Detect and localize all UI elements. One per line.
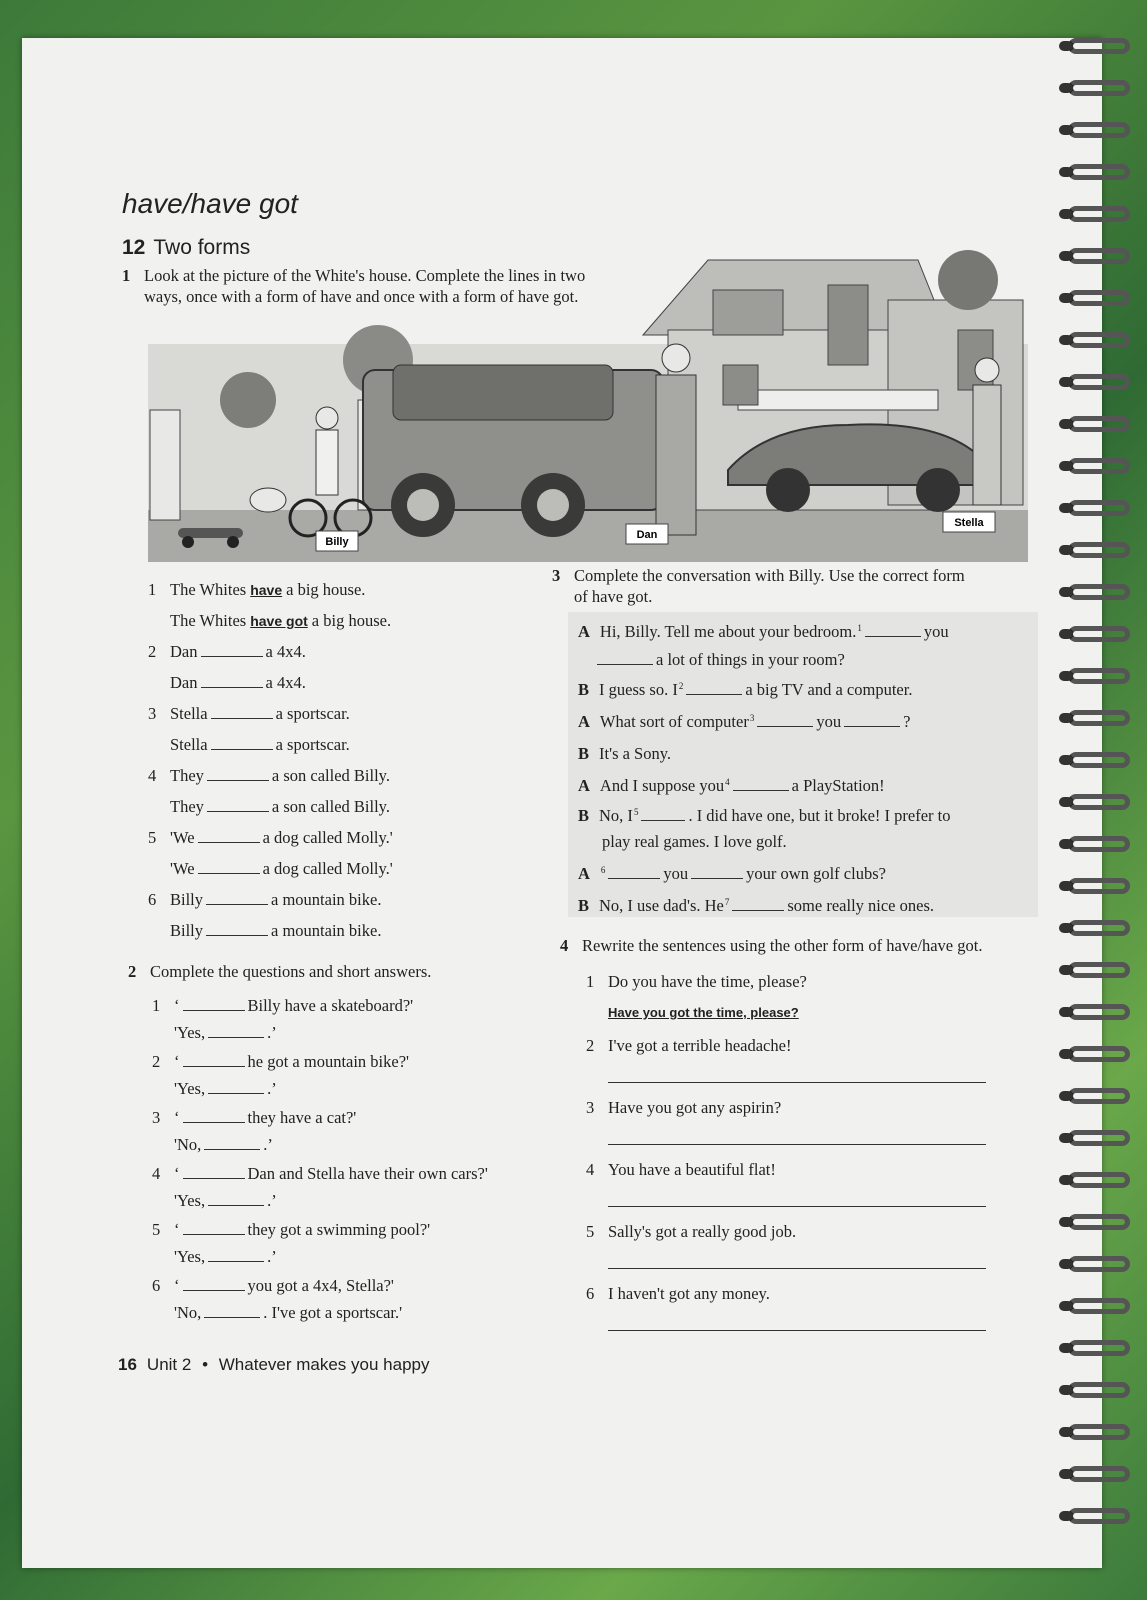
answer-blank[interactable] — [201, 675, 263, 688]
answer-blank[interactable] — [733, 778, 789, 791]
answer-blank[interactable] — [208, 1025, 264, 1038]
ex1-item: 5 'We a dog called Molly.' — [148, 828, 393, 847]
ex1-item: Stella a sportscar. — [170, 735, 350, 754]
answer-blank[interactable] — [183, 1222, 245, 1235]
spiral-ring — [1068, 374, 1130, 390]
ex1-items — [148, 580, 548, 952]
ex4-items — [586, 972, 1006, 1314]
answer-line[interactable] — [608, 1330, 986, 1331]
answer-line[interactable] — [608, 1144, 986, 1145]
label-stella: Stella — [954, 517, 984, 529]
ex4-sentence: 2 I've got a terrible headache! — [586, 1036, 792, 1055]
ex4-sentence: 5 Sally's got a really good job. — [586, 1222, 797, 1241]
answer-blank[interactable] — [183, 1110, 245, 1123]
ex1-number: 1 — [122, 266, 131, 285]
ex4-sentence: 4 You have a beautiful flat! — [586, 1160, 776, 1179]
answer-blank[interactable] — [208, 1249, 264, 1262]
ex2-answer: 'No, .’ — [174, 1135, 273, 1154]
ex2-items — [152, 996, 572, 1332]
spiral-ring — [1068, 416, 1130, 432]
conversation-line: B No, $I^5$ . I did have one, but it broke! I prefer to — [578, 806, 951, 825]
answer-line[interactable] — [608, 1206, 986, 1207]
spiral-ring — [1068, 1298, 1130, 1314]
ex1-instruction-line1: Look at the picture of the White's house. Complete the lines in two — [144, 266, 586, 285]
spiral-ring — [1068, 1004, 1130, 1020]
example-answer: have — [250, 582, 283, 598]
answer-blank[interactable] — [844, 714, 900, 727]
spiral-ring — [1068, 878, 1130, 894]
spiral-ring — [1068, 920, 1130, 936]
ex4-sentence: 3 Have you got any aspirin? — [586, 1098, 782, 1117]
answer-blank[interactable] — [865, 624, 921, 637]
answer-blank[interactable] — [211, 706, 273, 719]
ex2-answer: 'Yes, .’ — [174, 1247, 277, 1266]
ex1-item: 3 Stella a sportscar. — [148, 704, 350, 723]
spiral-ring — [1068, 1172, 1130, 1188]
spiral-ring — [1068, 1382, 1130, 1398]
ex2-answer: 'Yes, .’ — [174, 1079, 277, 1098]
answer-blank[interactable] — [206, 923, 268, 936]
conversation-line: B It's a Sony. — [578, 744, 672, 763]
spiral-ring — [1068, 626, 1130, 642]
spiral-ring — [1068, 1508, 1130, 1524]
spiral-ring — [1068, 1340, 1130, 1356]
answer-blank[interactable] — [198, 861, 260, 874]
ex4-instruction: 4 Rewrite the sentences using the other form of have/have got. — [560, 936, 983, 955]
spiral-ring — [1068, 542, 1130, 558]
label-dan: Dan — [636, 529, 658, 541]
conversation-line: A What sort of computer$^3$ you ? — [578, 712, 911, 731]
spiral-ring — [1068, 794, 1130, 810]
ex2-answer: 'Yes, .’ — [174, 1023, 277, 1042]
conversation-line: B I guess so. $I^2$ a big TV and a computer. — [578, 680, 913, 699]
ex4-example-answer: Have you got the time, please? — [608, 1005, 799, 1020]
answer-blank[interactable] — [211, 737, 273, 750]
page-footer: 16 Unit 2 • Whatever makes you happy — [118, 1355, 430, 1374]
unit-title: Whatever makes you happy — [218, 1355, 430, 1374]
answer-blank[interactable] — [183, 1054, 245, 1067]
ex2-question: 3 ‘ they have a cat?' — [152, 1108, 357, 1127]
ex1-item: 6 Billy a mountain bike. — [148, 890, 382, 909]
spiral-binding — [1050, 18, 1140, 1558]
spiral-ring — [1068, 668, 1130, 684]
ex1-item: The Whites have got a big house. — [170, 611, 392, 630]
conversation — [578, 622, 1038, 926]
whites-house-illustration — [148, 240, 1028, 562]
answer-blank[interactable] — [201, 644, 263, 657]
answer-blank[interactable] — [207, 799, 269, 812]
spiral-ring — [1068, 1130, 1130, 1146]
answer-blank[interactable] — [757, 714, 813, 727]
answer-blank[interactable] — [597, 652, 653, 665]
answer-blank[interactable] — [207, 768, 269, 781]
ex1-item: 'We a dog called Molly.' — [170, 859, 393, 878]
conversation-line: A Hi, Billy. Tell me about your bedroom.$^1$ you — [578, 622, 949, 641]
section-number: 12 — [122, 236, 146, 259]
ex4-sentence: 6 I haven't got any money. — [586, 1284, 770, 1303]
answer-blank[interactable] — [204, 1137, 260, 1150]
answer-blank[interactable] — [732, 898, 784, 911]
spiral-ring — [1068, 710, 1130, 726]
answer-blank[interactable] — [183, 1278, 245, 1291]
ex1-item: They a son called Billy. — [170, 797, 390, 816]
answer-blank[interactable] — [206, 892, 268, 905]
answer-blank[interactable] — [208, 1193, 264, 1206]
spiral-ring — [1068, 332, 1130, 348]
spiral-ring — [1068, 80, 1130, 96]
answer-blank[interactable] — [183, 1166, 245, 1179]
spiral-ring — [1068, 1424, 1130, 1440]
spiral-ring — [1068, 1088, 1130, 1104]
page-title: have/have got — [122, 188, 298, 219]
spiral-ring — [1068, 458, 1130, 474]
answer-blank[interactable] — [208, 1081, 264, 1094]
spiral-ring — [1068, 122, 1130, 138]
ex1-item: 1 The Whites have a big house. — [148, 580, 366, 599]
answer-blank[interactable] — [183, 998, 245, 1011]
spiral-ring — [1068, 38, 1130, 54]
ex2-answer: 'No, . I've got a sportscar.' — [174, 1303, 403, 1322]
page-number: 16 — [118, 1355, 137, 1374]
ex2-question: 2 ‘ he got a mountain bike?' — [152, 1052, 410, 1071]
ex2-question: 1 ‘ Billy have a skateboard?' — [152, 996, 414, 1015]
ex1-item: Billy a mountain bike. — [170, 921, 382, 940]
answer-blank[interactable] — [686, 682, 742, 695]
ex2-instruction: 2 Complete the questions and short answers. — [128, 962, 432, 981]
answer-blank[interactable] — [691, 866, 743, 879]
spiral-ring — [1068, 1214, 1130, 1230]
answer-blank[interactable] — [198, 830, 260, 843]
answer-line[interactable] — [608, 1082, 986, 1083]
spiral-ring — [1068, 206, 1130, 222]
conversation-line: A And I suppose you$^4$ a PlayStation! — [578, 776, 885, 795]
ex2-question: 5 ‘ they got a swimming pool?' — [152, 1220, 431, 1239]
conversation-line: A $^6$ you your own golf clubs? — [578, 864, 886, 883]
ex3-instruction: 3 Complete the conversation with Billy. Use the correct form of have got. — [552, 566, 965, 606]
spiral-ring — [1068, 290, 1130, 306]
label-billy: Billy — [325, 536, 349, 548]
ex1-item: 2 Dan a 4x4. — [148, 642, 306, 661]
spiral-ring — [1068, 1466, 1130, 1482]
spiral-ring — [1068, 836, 1130, 852]
spiral-ring — [1068, 962, 1130, 978]
spiral-ring — [1068, 500, 1130, 516]
example-answer: have got — [250, 613, 308, 629]
answer-line[interactable] — [608, 1268, 986, 1269]
section-title: Two forms — [153, 236, 251, 259]
conversation-line: B No, I use dad's. He$^7$ some really nice ones. — [578, 896, 935, 915]
ex2-question: 4 ‘ Dan and Stella have their own cars?' — [152, 1164, 488, 1183]
conversation-line: play real games. I love golf. — [602, 832, 787, 851]
ex2-answer: 'Yes, .’ — [174, 1191, 277, 1210]
ex1-instruction-line2: ways, once with a form of have and once with a form of have got. — [144, 286, 579, 306]
ex2-question: 6 ‘ you got a 4x4, Stella?' — [152, 1276, 394, 1295]
spiral-ring — [1068, 164, 1130, 180]
ex1-item: Dan a 4x4. — [170, 673, 306, 692]
answer-blank[interactable] — [641, 808, 685, 821]
spiral-ring — [1068, 1256, 1130, 1272]
spiral-ring — [1068, 1046, 1130, 1062]
spiral-ring — [1068, 584, 1130, 600]
conversation-line: a lot of things in your room? — [578, 650, 1038, 680]
spiral-ring — [1068, 248, 1130, 264]
ex4-sentence: 1 Do you have the time, please? — [586, 972, 807, 991]
unit-label: Unit 2 — [146, 1355, 192, 1374]
answer-blank[interactable] — [204, 1305, 260, 1318]
ex1-item: 4 They a son called Billy. — [148, 766, 390, 785]
spiral-ring — [1068, 752, 1130, 768]
answer-blank[interactable] — [608, 866, 660, 879]
